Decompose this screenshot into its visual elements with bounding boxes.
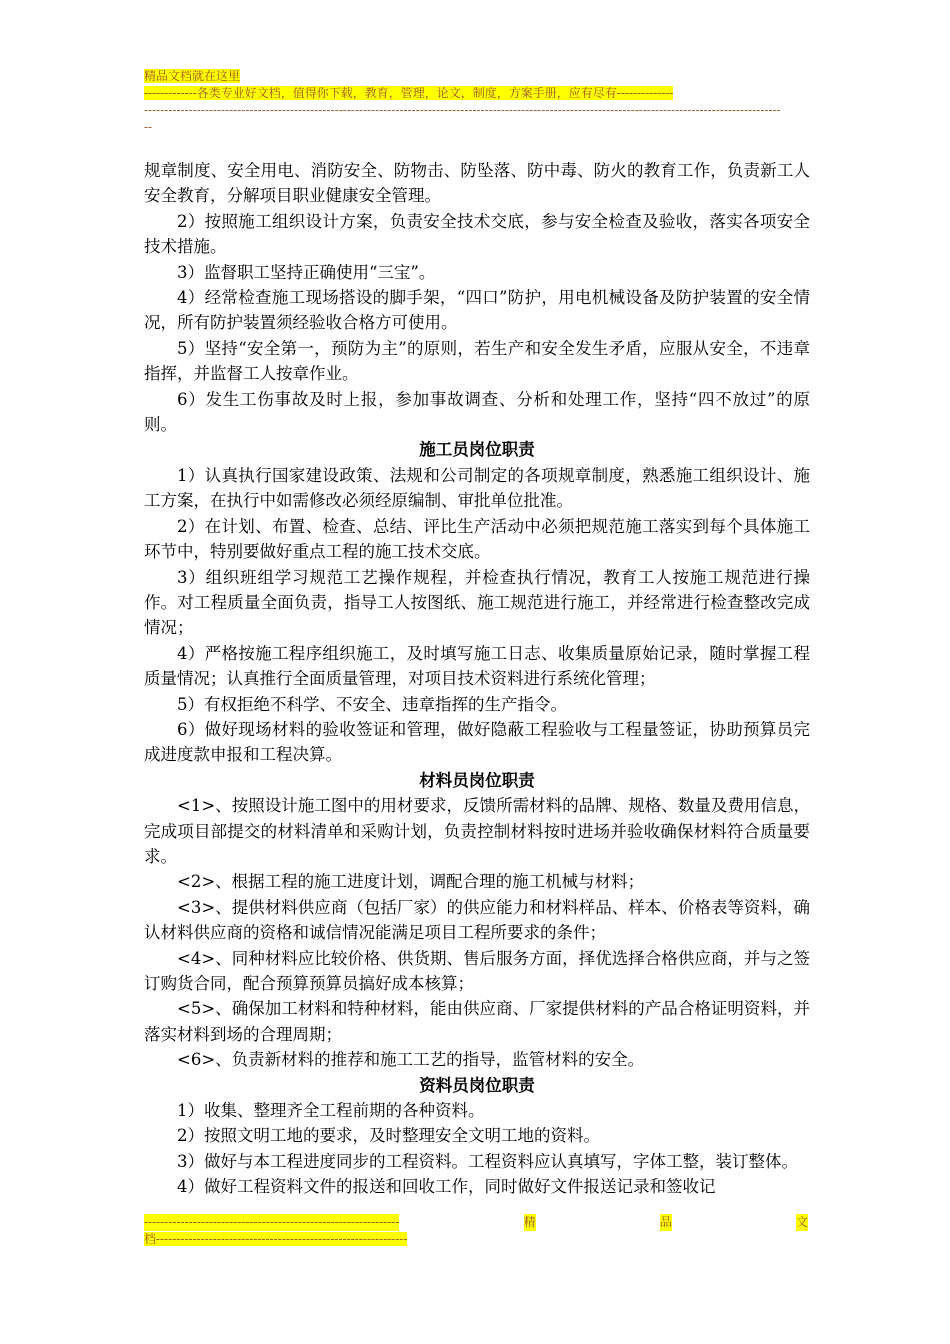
paragraph: <6>、负责新材料的推荐和施工工艺的指导，监管材料的安全。: [177, 1050, 645, 1070]
header-divider: -------------------------------------------------------------------------------------------------------------------------------------------------------------: [144, 103, 781, 117]
paragraph: <3>、提供材料供应商（包括厂家）的供应能力和材料样品、样本、价格表等资料，确认材料供应商的资格和诚信情况能满足项目工程所要求的条件；: [144, 897, 810, 943]
footer-line-2: 档--------------------------------------------------------------: [144, 1232, 408, 1246]
paragraph: <1>、按照设计施工图中的用材要求，反馈所需材料的品牌、规格、数量及费用信息，完成项目部提交的材料清单和采购计划，负责控制材料按时进场并验收确保材料符合质量要求。: [144, 796, 810, 866]
paragraph: 3）组织班组学习规范工艺操作规程，并检查执行情况，教育工人按施工规范进行操作。对工程质量全面负责，指导工人按图纸、施工规范进行施工，并经常进行检查整改完成情况；: [144, 567, 810, 638]
footer-line: [144, 1214, 808, 1231]
header-divider-tail: --: [144, 120, 153, 134]
paragraph: 2）在计划、布置、检查、总结、评比生产活动中必须把规范施工落实到每个具体施工环节中，特别要做好重点工程的施工技术交底。: [144, 516, 810, 562]
footer-char: 精: [523, 1215, 536, 1229]
page-footer: [144, 1214, 808, 1248]
section-heading: 施工员岗位职责: [419, 440, 535, 460]
document-body: [144, 158, 810, 1200]
paragraph: 6）做好现场材料的验收签证和管理，做好隐蔽工程验收与工程量签证，协助预算员完成进度款申报和工程决算。: [144, 719, 810, 765]
paragraph: <5>、确保加工材料和特种材料，能由供应商、厂家提供材料的产品合格证明资料，并落实材料到场的合理周期；: [144, 999, 810, 1044]
paragraph: 2）按照文明工地的要求，及时整理安全文明工地的资料。: [177, 1126, 600, 1146]
paragraph: 2）按照施工组织设计方案，负责安全技术交底，参与安全检查及验收，落实各项安全技术措施。: [144, 211, 810, 257]
paragraph: 3）监督职工坚持正确使用“三宝”。: [177, 262, 436, 282]
paragraph: 4）严格按施工程序组织施工，及时填写施工日志、收集质量原始记录，随时掌握工程质量情况；认真推行全面质量管理，对项目技术资料进行系统化管理；: [144, 643, 810, 689]
footer-dashes: ---------------------------------------------------------------: [144, 1215, 400, 1229]
header-title: 精品文档就在这里: [144, 69, 241, 83]
paragraph: 4）做好工程资料文件的报送和回收工作，同时做好文件报送记录和签收记: [177, 1177, 716, 1197]
paragraph: 5）有权拒绝不科学、不安全、违章指挥的生产指令。: [177, 694, 567, 714]
paragraph: 5）坚持“安全第一，预防为主”的原则，若生产和安全发生矛盾，应服从安全，不违章指挥，并监督工人按章作业。: [144, 338, 810, 384]
paragraph: <2>、根据工程的施工进度计划，调配合理的施工机械与材料；: [177, 872, 645, 892]
paragraph: <4>、同种材料应比较价格、供货期、售后服务方面，择优选择合格供应商，并与之签订购货合同，配合预算预算员搞好成本核算；: [144, 948, 810, 993]
paragraph: 1）认真执行国家建设政策、法规和公司制定的各项规章制度，熟悉施工组织设计、施工方案，在执行中如需修改必须经原编制、审批单位批准。: [144, 465, 810, 511]
paragraph: 1）收集、整理齐全工程前期的各种资料。: [177, 1101, 485, 1121]
paragraph: 规章制度、安全用电、消防安全、防物击、防坠落、防中毒、防火的教育工作，负责新工人安全教育，分解项目职业健康安全管理。: [144, 161, 810, 206]
footer-char: 品: [659, 1215, 672, 1229]
paragraph: 6）发生工伤事故及时上报，参加事故调查、分析和处理工作，坚持“四不放过”的原则。: [144, 389, 810, 435]
header-subtitle: -------------各类专业好文档，值得你下载，教育，管理，论文，制度，方案手册，应有尽有--------------: [144, 86, 674, 100]
page-header: [144, 68, 804, 136]
paragraph: 4）经常检查施工现场搭设的脚手架，“四口”防护，用电机械设备及防护装置的安全情况，所有防护装置须经验收合格方可使用。: [144, 288, 810, 333]
section-heading: 材料员岗位职责: [419, 770, 535, 790]
section-heading: 资料员岗位职责: [419, 1075, 535, 1095]
footer-char: 文: [795, 1215, 808, 1229]
paragraph: 3）做好与本工程进度同步的工程资料。工程资料应认真填写，字体工整，装订整体。: [177, 1151, 798, 1171]
